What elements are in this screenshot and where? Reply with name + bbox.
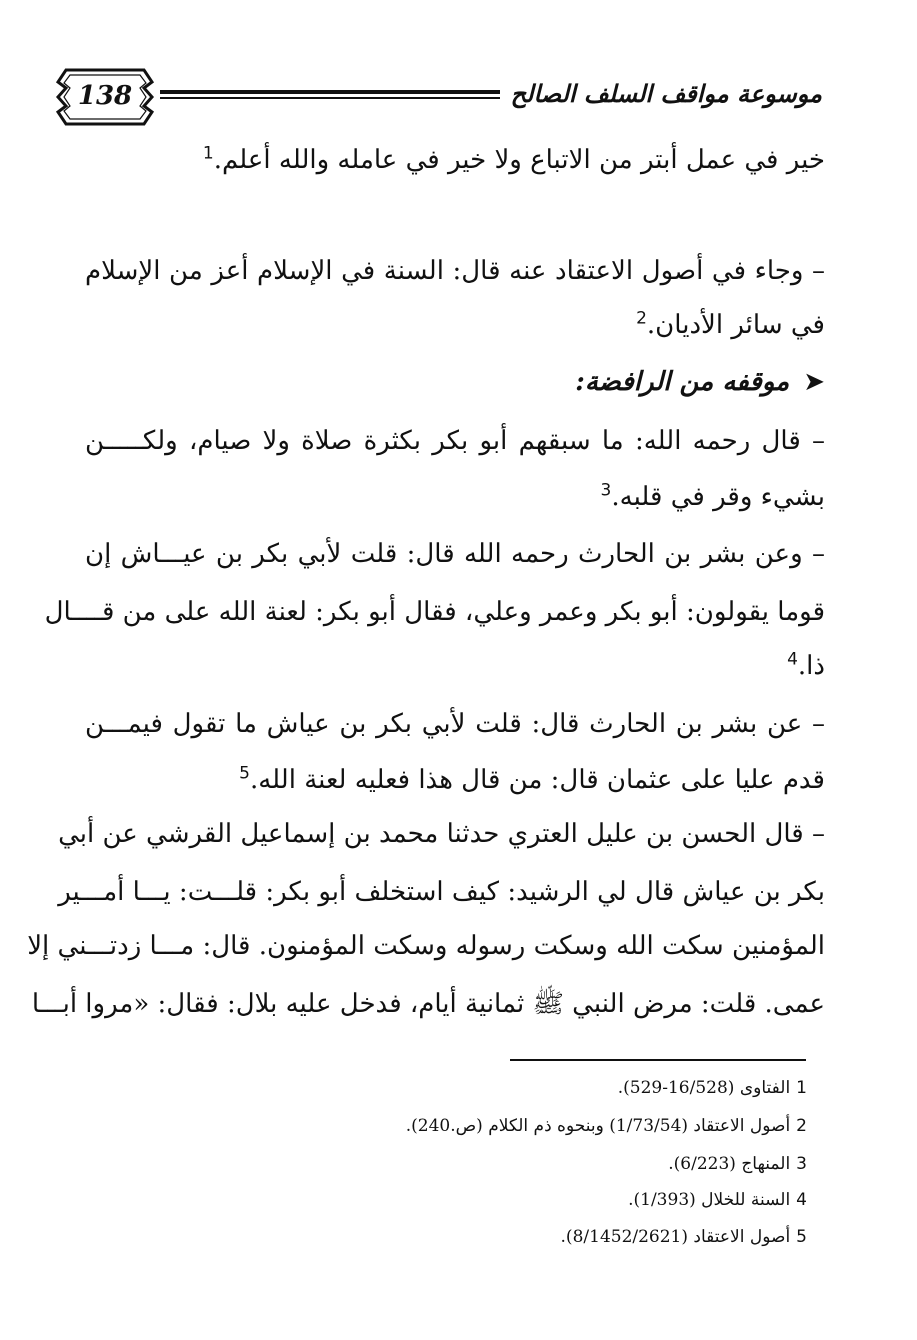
footnote-text: السنة للخلال (1/393). [628,1190,791,1210]
footnote-text: أصول الاعتقاد (8/1452/2621). [560,1227,791,1247]
footnote-number: 1 [796,1078,807,1098]
series-title: موسوعة مواقف السلف الصالح [510,79,822,108]
paragraph-3-line-2 [85,477,825,517]
heading-text: موقفه من الرافضة: [575,367,790,397]
footnote-text: أصول الاعتقاد (1/73/54) وبنحوه ذم الكلام (ص.240). [405,1116,791,1136]
paragraph-2-line-2 [85,305,825,345]
footnote-3 [107,1152,807,1176]
footnote-ref: 1 [202,143,214,164]
footnote-number: 2 [796,1116,807,1136]
paragraph-3-line-1: – قال رحمه الله: ما سبقهم أبو بكر بكثرة صلاة ولا صيام، ولكـــــن [85,426,825,456]
text-run: ذا. [797,651,825,681]
paragraph-6-line-3: المؤمنين سكت الله وسكت رسوله وسكت المؤمنون. قال: مـــا زدتـــني إلا [27,931,825,961]
paragraph-4-line-3 [85,646,825,686]
footnote-number: 3 [796,1154,807,1174]
footnote-ref: 5 [239,763,250,784]
paragraph-1-line-1 [85,140,825,180]
paragraph-4-line-1: – وعن بشر بن الحارث رحمه الله قال: قلت لأبي بكر بن عيـــاش إن [85,539,825,569]
page-header [52,66,822,128]
footnote-ref: 4 [787,649,798,670]
header-rule [160,90,500,103]
footnote-separator [510,1059,806,1061]
paragraph-6-line-4: عمى. قلت: مرض النبي ﷺ ثمانية أيام، فدخل عليه بلال: فقال: «مروا أبـــا [31,989,825,1019]
footnote-number: 5 [796,1227,807,1247]
text-run: قدم عليا على عثمان قال: من قال هذا فعليه لعنة الله. [249,765,825,795]
paragraph-2-line-1: – وجاء في أصول الاعتقاد عنه قال: السنة في الإسلام أعز من الإسلام [85,256,825,286]
paragraph-6-line-2: بكر بن عياش قال لي الرشيد: كيف استخلف أبو بكر: قلـــت: يـــا أمـــير [58,877,825,907]
footnote-number: 4 [796,1190,807,1210]
footnote-text: المنهاج (6/223). [668,1154,791,1174]
text-run: في سائر الأديان. [646,310,825,340]
arrow-bullet-icon: ➤ [803,367,825,397]
header-rule-thin [160,97,500,99]
footnote-2 [107,1114,807,1138]
header-rule-thick [160,90,500,94]
paragraph-6-line-1: – قال الحسن بن عليل العتري حدثنا محمد بن إسماعيل القرشي عن أبي [58,819,825,849]
footnote-text: الفتاوى (16/528-529). [617,1078,791,1098]
page-number: 138 [77,81,133,111]
paragraph-5-line-1: – عن بشر بن الحارث قال: قلت لأبي بكر بن عياش ما تقول فيمـــن [85,709,825,739]
text-run: خير في عمل أبتر من الاتباع ولا خير في عامله والله أعلم. [213,145,825,175]
footnote-5 [107,1225,807,1249]
paragraph-4-line-2: قوما يقولون: أبو بكر وعمر وعلي، فقال أبو بكر: لعنة الله على من قــــال [44,597,825,627]
section-heading [85,362,825,402]
paragraph-5-line-2 [85,760,825,800]
footnote-4 [107,1188,807,1212]
text-run: بشيء وقر في قلبه. [611,482,825,512]
footnote-ref: 3 [600,480,612,501]
page-number-badge [52,66,158,128]
footnote-ref: 2 [636,308,647,329]
footnote-1 [107,1076,807,1100]
